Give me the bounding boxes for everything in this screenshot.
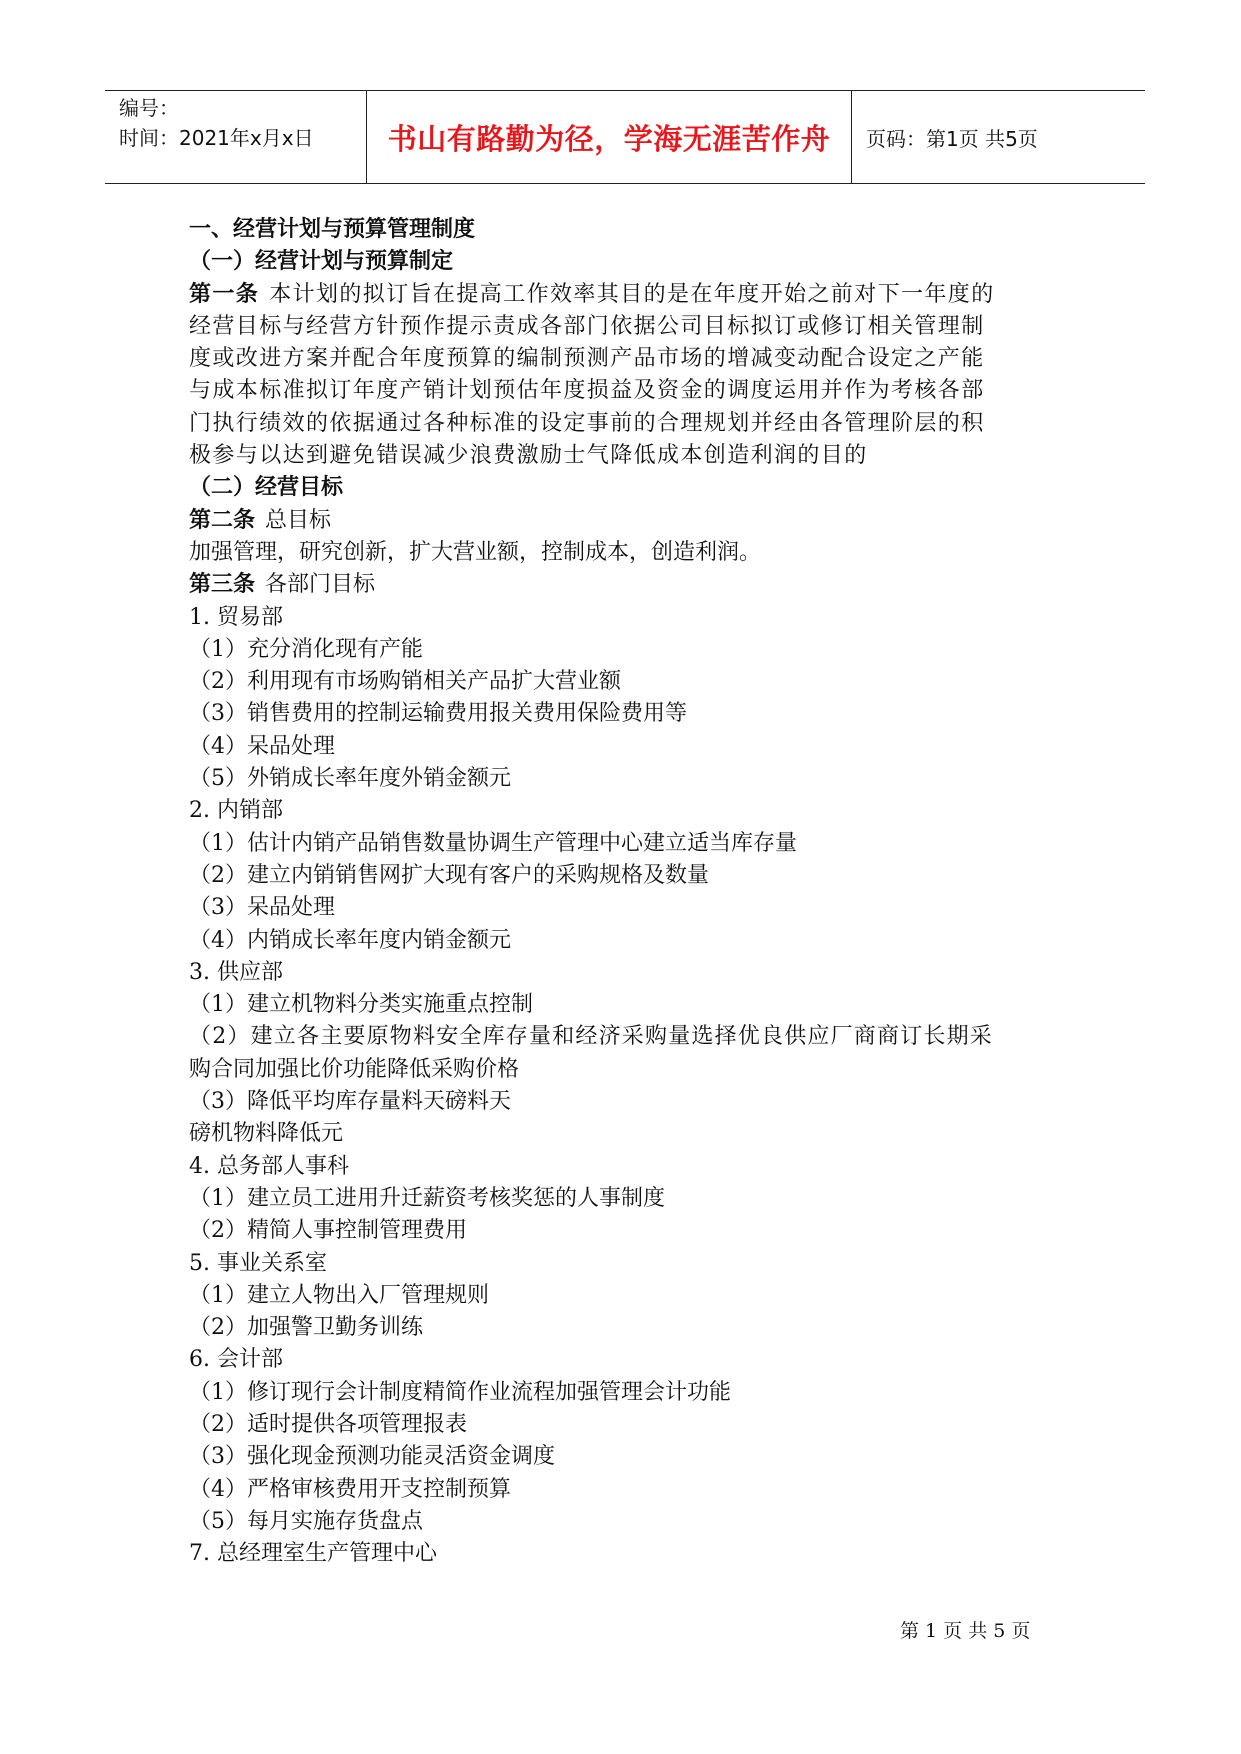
list-item: （1）估计内销产品销售数量协调生产管理中心建立适当库存量 <box>189 830 797 856</box>
list-item: （4）严格审核费用开支控制预算 <box>189 1476 511 1502</box>
list-item: 磅机物料降低元 <box>189 1121 344 1147</box>
article-3-title: 各部门目标 <box>265 572 376 598</box>
list-item: 6. 会计部 <box>189 1347 283 1373</box>
list-item: （2）建立内销销售网扩大现有客户的采购规格及数量 <box>189 862 709 888</box>
list-item: 3. 供应部 <box>189 959 283 985</box>
article-1-line: 与成本标准拟订年度产销计划预估年度损益及资金的调度运用并作为考核各部 <box>189 378 985 404</box>
list-item: （1）修订现行会计制度精简作业流程加强管理会计功能 <box>189 1379 731 1405</box>
list-item: （1）充分消化现有产能 <box>189 636 423 662</box>
list-item: （2）利用现有市场购销相关产品扩大营业额 <box>189 669 621 695</box>
article-1-line: 度或改进方案并配合年度预算的编制预测产品市场的增减变动配合设定之产能 <box>189 346 985 372</box>
list-item: （1）建立员工进用升迁薪资考核奖惩的人事制度 <box>189 1185 665 1211</box>
article-1-line: 极参与以达到避免错误减少浪费激励士气降低成本创造利润的目的 <box>189 443 868 469</box>
article-3-label: 第三条 <box>189 572 256 598</box>
header-page-cell <box>852 91 1145 183</box>
article-1-line: 门执行绩效的依据通过各种标准的设定事前的合理规划并经由各管理阶层的积 <box>189 410 985 436</box>
article-1 <box>189 279 1059 473</box>
list-item: 2. 内销部 <box>189 798 283 824</box>
list-item: 4. 总务部人事科 <box>189 1153 349 1179</box>
list-item: 1. 贸易部 <box>189 604 283 630</box>
article-2-label: 第二条 <box>189 507 256 533</box>
article-1-line: 本计划的拟订旨在提高工作效率其目的是在年度开始之前对下一年度的 <box>269 281 995 307</box>
header-page-info: 页码：第1页 共5页 <box>866 126 1038 151</box>
number-label: 编号： <box>119 96 179 120</box>
article-2 <box>189 505 1059 537</box>
document-header <box>105 90 1145 184</box>
header-meta-cell <box>105 91 367 183</box>
article-1-line: 经营目标与经营方针预作提示责成各部门依据公司目标拟订或修订相关管理制 <box>189 313 985 339</box>
list-item: （3）降低平均库存量料天磅料天 <box>189 1089 511 1115</box>
document-body <box>189 214 1059 1570</box>
article-2-text: 加强管理，研究创新，扩大营业额，控制成本，创造利润。 <box>189 539 762 565</box>
article-2-title: 总目标 <box>265 507 332 533</box>
article-1-label: 第一条 <box>189 281 260 307</box>
list-item: （3）销售费用的控制运输费用报关费用保险费用等 <box>189 701 687 727</box>
list-item: （4）呆品处理 <box>189 733 335 759</box>
list-item: （3）强化现金预测功能灵活资金调度 <box>189 1444 555 1470</box>
article-3 <box>189 569 1059 601</box>
section-heading-1: （一）经营计划与预算制定 <box>189 249 454 275</box>
section-heading-2: （二）经营目标 <box>189 475 344 501</box>
list-item: （1）建立机物料分类实施重点控制 <box>189 992 533 1018</box>
list-item: 购合同加强比价功能降低采购价格 <box>189 1056 520 1082</box>
list-item: （2）加强警卫勤务训练 <box>189 1315 423 1341</box>
list-item: （2）精简人事控制管理费用 <box>189 1218 467 1244</box>
list-item: （5）外销成长率年度外销金额元 <box>189 766 511 792</box>
header-motto-cell <box>367 91 852 183</box>
list-item: 7. 总经理室生产管理中心 <box>189 1541 437 1567</box>
list-item: （2）建立各主要原物料安全库存量和经济采购量选择优良供应厂商商订长期采 <box>189 1024 993 1050</box>
list-item: （3）呆品处理 <box>189 895 335 921</box>
list-item: （1）建立人物出入厂管理规则 <box>189 1282 489 1308</box>
page-footer: 第 1 页 共 5 页 <box>900 1620 1031 1642</box>
list-item: （2）适时提供各项管理报表 <box>189 1411 467 1437</box>
list-item: （4）内销成长率年度内销金额元 <box>189 927 511 953</box>
list-item: （5）每月实施存货盘点 <box>189 1508 423 1534</box>
motto: 书山有路勤为径，学海无涯苦作舟 <box>387 121 831 156</box>
time-label: 时间：2021年x月x日 <box>119 126 314 150</box>
document-title: 一、经营计划与预算管理制度 <box>189 217 476 242</box>
list-item: 5. 事业关系室 <box>189 1250 327 1276</box>
department-goals-list <box>189 602 1059 1571</box>
